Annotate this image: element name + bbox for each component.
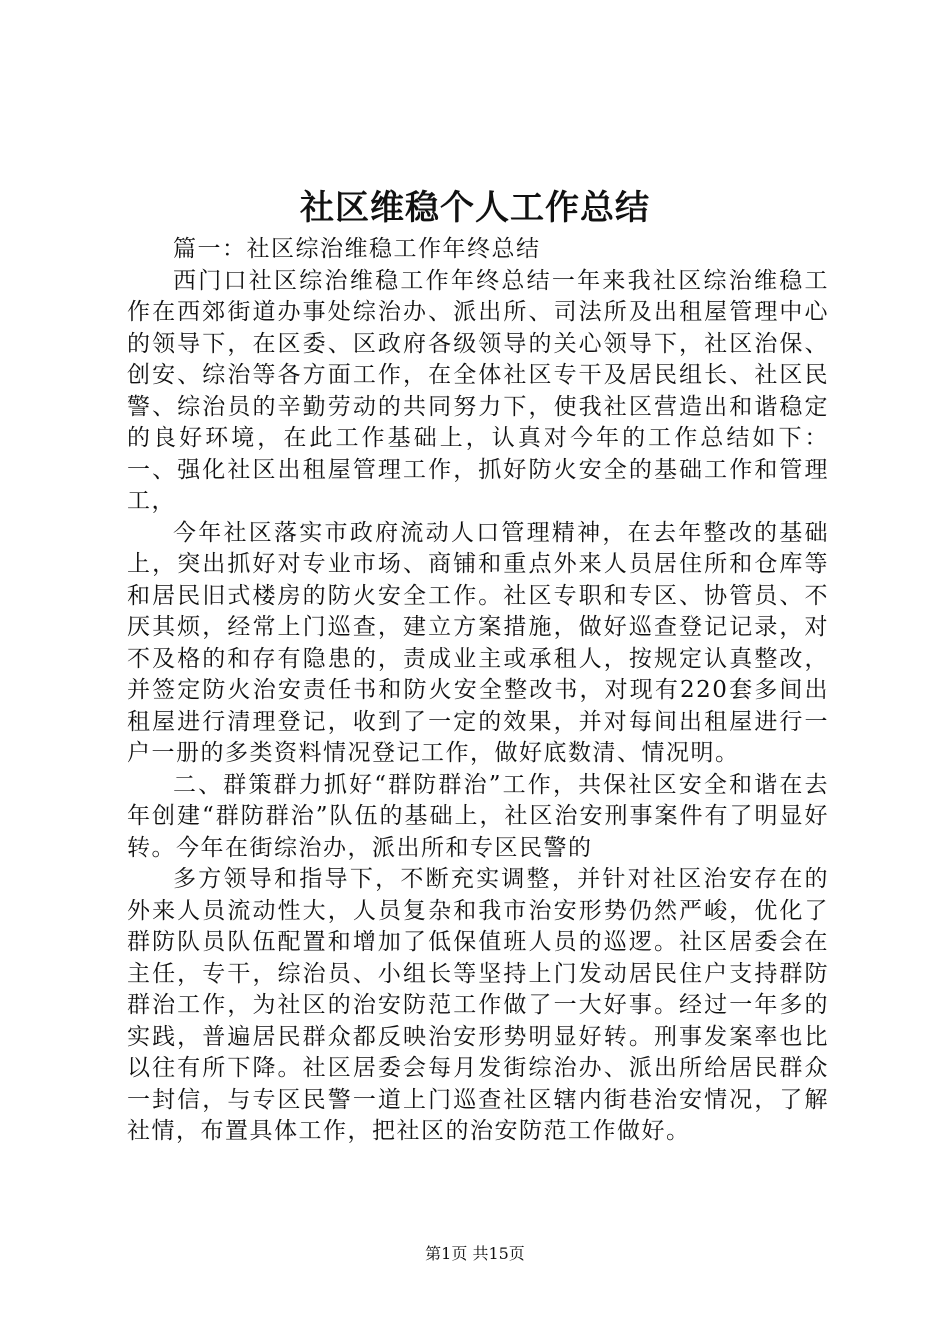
- document-title: 社区维稳个人工作总结: [300, 188, 650, 228]
- body-paragraph: 多方领导和指导下，不断充实调整，并针对社区治安存在的外来人员流动性大，人员复杂和我市治安形势仍然严峻，优化了群防队员队伍配置和增加了低保值班人员的巡逻。社区居委会在主任，专干，综治员、小组长等坚持上门发动居民住户支持群防群治工作，为社区的治安防范工作做了一大好事。经过一年多的实践，普遍居民群众都反映治安形势明显好转。刑事发案率也比以往有所下降。社区居委会每月发街综治办、派出所给居民群众一封信，与专区民警一道上门巡查社区辖内街巷治安情况，了解社情，布置具体工作，把社区的治安防范工作做好。: [127, 866, 829, 1144]
- body-paragraph: 西门口社区综治维稳工作年终总结一年来我社区综治维稳工作在西郊街道办事处综治办、派出所、司法所及出租屋管理中心的领导下，在区委、区政府各级领导的关心领导下，社区治保、创安、综治等各方面工作，在全体社区专干及居民组长、社区民警、综治员的辛勤劳动的共同努力下，使我社区营造出和谐稳定的良好环境，在此工作基础上，认真对今年的工作总结如下：一、强化社区出租屋管理工作，抓好防火安全的基础工作和管理工，: [127, 267, 829, 514]
- body-paragraph: 二、群策群力抓好“群防群治”工作，共保社区安全和谐在去年创建“群防群治”队伍的基础上，社区治安刑事案件有了明显好转。今年在街综治办，派出所和专区民警的: [127, 771, 829, 861]
- page-number: 第1页 共15页: [425, 1244, 525, 1263]
- section-heading: 篇一：社区综治维稳工作年终总结: [173, 236, 541, 262]
- body-paragraph: 今年社区落实市政府流动人口管理精神，在去年整改的基础上，突出抓好对专业市场、商铺和重点外来人员居住所和仓库等和居民旧式楼房的防火安全工作。社区专职和专区、协管员、不厌其烦，经常上门巡查，建立方案措施，做好巡查登记记录，对不及格的和存有隐患的，责成业主或承租人，按规定认真整改，并签定防火治安责任书和防火安全整改书，对现有220套多间出租屋进行清理登记，收到了一定的效果，并对每间出租屋进行一户一册的多类资料情况登记工作，做好底数清、情况明。: [127, 519, 829, 766]
- document-body: [127, 234, 829, 1148]
